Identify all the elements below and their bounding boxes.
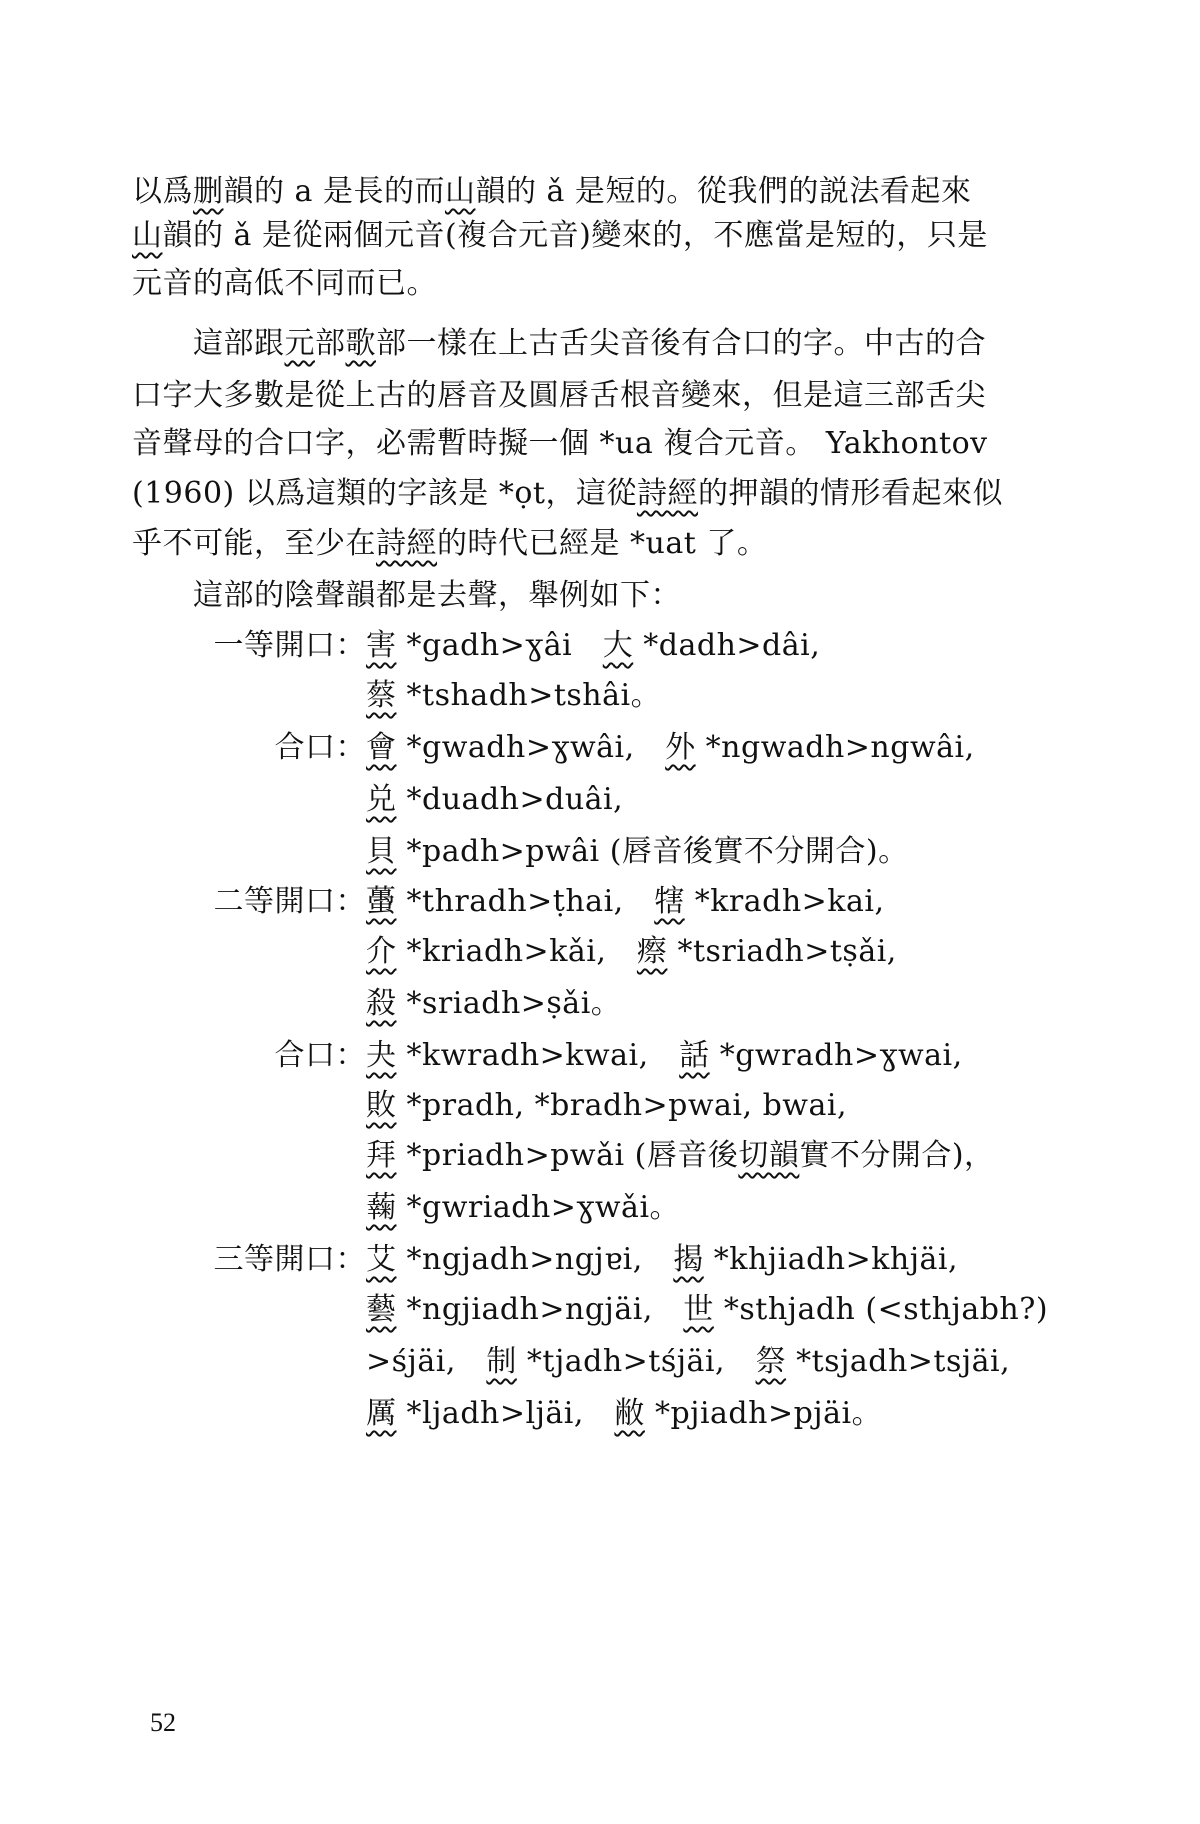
example-row	[160, 1036, 963, 1076]
reconstruction: *padh>pwâi (唇音後實不分開合)。	[396, 834, 909, 869]
example-character: 殺	[366, 986, 397, 1021]
spacer	[606, 934, 637, 969]
example-character: 揭	[673, 1242, 704, 1277]
para2-line3	[132, 424, 988, 464]
example-row	[160, 832, 909, 872]
reconstruction: *sthjadh (<sthjabh?)	[713, 1292, 1049, 1327]
reconstruction: *tsjadh>tsjäi,	[786, 1344, 1011, 1379]
para3-line1	[132, 576, 681, 616]
example-character: 貝	[366, 834, 397, 869]
example-character: 兑	[366, 782, 397, 817]
text-run: 部一樣在上古舌尖音後有合口的字。中古的合	[376, 326, 986, 361]
reconstruction: *tjadh>tśjäi,	[516, 1344, 726, 1379]
para2-line5	[132, 524, 767, 564]
reconstruction: *gwriadh>ɣwǎi。	[396, 1190, 681, 1225]
reconstruction: *ngjadh>ngjɐi,	[396, 1242, 643, 1277]
reconstruction: *tsriadh>tṣǎi,	[667, 934, 897, 969]
reconstruction: *kradh>kai,	[684, 884, 885, 919]
example-character: 祭	[755, 1344, 787, 1379]
text-run: (1960) 以爲這類的字該是 *ọt，這從	[132, 476, 637, 511]
text-run: 乎不可能，至少在	[132, 526, 376, 561]
example-character: 瘵	[636, 934, 668, 969]
example-row	[160, 1086, 847, 1126]
proper-noun: 删	[193, 174, 224, 209]
reconstruction: *gwadh>ɣwâi,	[396, 730, 635, 765]
example-character: 敗	[366, 1088, 397, 1123]
text-run: 元音的高低不同而已。	[132, 266, 437, 301]
example-label: 合口：	[274, 730, 366, 765]
reconstruction: >śjäi,	[366, 1344, 456, 1379]
example-character: 害	[366, 628, 397, 663]
para1-line3	[132, 264, 437, 304]
reconstruction: *pradh, *bradh>pwai, bwai,	[396, 1088, 847, 1123]
example-character: 介	[366, 934, 397, 969]
example-row	[160, 780, 623, 820]
example-character: 會	[366, 730, 397, 765]
example-character: 制	[486, 1344, 517, 1379]
proper-noun: 元	[284, 326, 315, 361]
proper-noun: 山	[444, 174, 476, 209]
reconstruction: *kwradh>kwai,	[396, 1038, 649, 1073]
reconstruction: *ngwadh>ngwâi,	[695, 730, 975, 765]
example-character: 夬	[366, 1038, 397, 1073]
reconstruction: *priadh>pwǎi (唇音後	[396, 1138, 739, 1173]
reconstruction: *pjiadh>pjäi。	[644, 1396, 883, 1431]
example-row	[160, 676, 661, 716]
spacer	[635, 730, 666, 765]
spacer	[584, 1396, 615, 1431]
example-row	[160, 626, 820, 666]
example-character: 艾	[366, 1242, 397, 1277]
reconstruction: *ljadh>ljäi,	[396, 1396, 584, 1431]
reconstruction: *thradh>ṭhai,	[396, 884, 624, 919]
para2-line4	[132, 474, 1003, 514]
text-run: 韻的 a 是長的而	[223, 174, 445, 209]
example-row	[160, 728, 975, 768]
spacer	[624, 884, 655, 919]
example-row	[160, 1394, 882, 1434]
example-label: 二等開口：	[213, 884, 366, 919]
text-run: 這部的陰聲韻都是去聲，舉例如下：	[132, 578, 681, 613]
text-run: 口字大多數是從上古的唇音及圓唇舌根音變來，但是這三部舌尖	[132, 378, 986, 413]
text-run: 韻的 ǎ 是短的。從我們的説法看起來	[475, 174, 972, 209]
text-run: 部	[315, 326, 346, 361]
example-character: 切韻	[738, 1138, 800, 1173]
spacer	[572, 628, 603, 663]
proper-noun: 山	[132, 218, 163, 253]
para2-line2	[132, 376, 986, 416]
text-run: 的押韻的情形看起來似	[697, 476, 1003, 511]
example-character: 蔡	[366, 678, 397, 713]
text-run: 韻的 ǎ 是從兩個元音(複合元音)變來的，不應當是短的，只是	[162, 218, 988, 253]
para2-line1	[132, 324, 986, 364]
example-character: 外	[665, 730, 696, 765]
text-run: 這部跟	[132, 326, 285, 361]
para1-line2	[132, 216, 988, 256]
example-character: 犗	[654, 884, 685, 919]
reconstruction: *dadh>dâi,	[633, 628, 821, 663]
reconstruction: *gwradh>ɣwai,	[709, 1038, 963, 1073]
example-row	[160, 1290, 1048, 1330]
spacer	[653, 1292, 684, 1327]
example-row	[160, 1342, 1010, 1382]
example-character: 拜	[366, 1138, 397, 1173]
reconstruction: *kriadh>kǎi,	[396, 934, 607, 969]
example-label: 一等開口：	[213, 628, 366, 663]
example-character: 藝	[366, 1292, 397, 1327]
spacer	[456, 1344, 487, 1379]
example-character: 蠆	[366, 884, 397, 919]
spacer	[643, 1242, 674, 1277]
example-row	[160, 984, 621, 1024]
para1-line1	[132, 172, 971, 212]
example-label: 合口：	[274, 1038, 366, 1073]
example-row	[160, 1240, 958, 1280]
page-number: 52	[150, 1708, 176, 1737]
reconstruction: 實不分開合)，	[799, 1138, 995, 1173]
spacer	[725, 1344, 756, 1379]
reconstruction: *duadh>duâi,	[396, 782, 624, 817]
reconstruction: *ngjiadh>ngjäi,	[396, 1292, 653, 1327]
example-character: 話	[679, 1038, 710, 1073]
example-character: 世	[683, 1292, 714, 1327]
example-row	[160, 932, 897, 972]
proper-noun: 詩經	[636, 476, 698, 511]
text-run: 音聲母的合口字，必需暫時擬一個 *ua 複合元音。 Yakhontov	[132, 426, 988, 461]
reconstruction: *sriadh>ṣǎi。	[396, 986, 622, 1021]
text-run: 以爲	[132, 174, 193, 209]
text-run: 的時代已經是 *uat 了。	[437, 526, 768, 561]
reconstruction: *gadh>ɣâi	[396, 628, 573, 663]
example-row	[160, 882, 885, 922]
reconstruction: *khjiadh>khjäi,	[703, 1242, 959, 1277]
example-character: 厲	[366, 1396, 397, 1431]
example-character: 䕮	[366, 1190, 397, 1225]
example-character: 大	[602, 628, 634, 663]
example-row	[160, 1136, 995, 1176]
example-row	[160, 1188, 680, 1228]
spacer	[649, 1038, 680, 1073]
proper-noun: 詩經	[376, 526, 437, 561]
proper-noun: 歌	[345, 326, 376, 361]
reconstruction: *tshadh>tshâi。	[396, 678, 662, 713]
example-label: 三等開口：	[213, 1242, 366, 1277]
example-character: 敝	[614, 1396, 645, 1431]
